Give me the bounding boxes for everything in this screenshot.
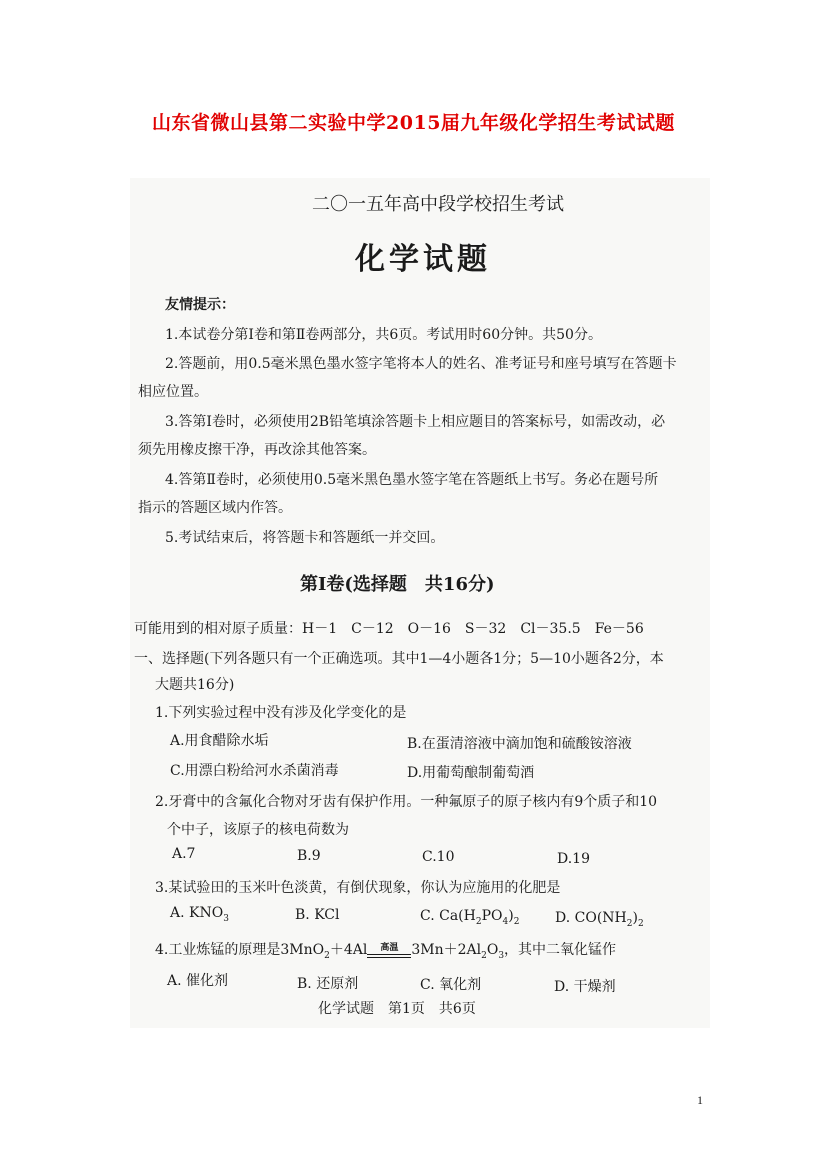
section-instruction: 大题共16分) <box>155 677 235 693</box>
q1-option-b: B.在蛋清溶液中滴加饱和硫酸铵溶液 <box>407 736 632 752</box>
tip-line: 须先用橡皮擦干净，再改涂其他答案。 <box>138 442 376 458</box>
q4-option-d: D. 干燥剂 <box>554 979 616 995</box>
q3-option-d: D. $CO(NH_2)_2$ <box>555 910 644 929</box>
q1-option-c: C.用漂白粉给河水杀菌消毒 <box>170 763 339 779</box>
q3-option-a: A. $KNO_3$ <box>170 905 229 924</box>
exam-title: 化学试题 <box>355 242 491 277</box>
q4-option-c: C. 氧化剂 <box>420 977 482 993</box>
tip-line: 2.答题前，用0.5毫米黑色墨水签字笔将本人的姓名、准考证号和座号填写在答题卡 <box>165 356 677 372</box>
tips-heading: 友情提示： <box>165 297 235 313</box>
question-3-stem: 3.某试验田的玉米叶色淡黄，有倒伏现象，你认为应施用的化肥是 <box>155 880 561 896</box>
atomic-masses: 可能用到的相对原子质量：H－1 C－12 O－16 S－32 Cl－35.5 Fe－56 <box>134 621 644 637</box>
q2-option-b: B.9 <box>297 848 321 864</box>
page-number: 1 <box>697 1093 703 1107</box>
tip-line: 3.答第Ⅰ卷时，必须使用2B铅笔填涂答题卡上相应题目的答案标号，如需改动，必 <box>165 414 666 430</box>
tip-line: 相应位置。 <box>138 384 208 400</box>
q4-option-b: B. 还原剂 <box>297 976 359 992</box>
section-instruction: 一、选择题(下列各题只有一个正确选项。其中1—4小题各1分；5—10小题各2分，本 <box>134 651 664 667</box>
page-footer: 化学试题 第1页 共6页 <box>318 1001 476 1017</box>
document-title: 山东省微山县第二实验中学2015届九年级化学招生考试试题 <box>152 112 675 134</box>
section-title: 第Ⅰ卷(选择题 共16分) <box>300 574 495 595</box>
reaction-condition: 高温 <box>380 942 399 953</box>
tip-line: 5.考试结束后，将答题卡和答题纸一并交回。 <box>165 530 445 546</box>
q3-option-c: C. $Ca(H_2PO_4)_2$ <box>420 908 520 927</box>
question-4-stem: 4.工业炼锰的原理是3MnO$_2$＋4Al 高温 $3Mn+2Al_2O_3$，其中二氧化锰作 <box>155 942 617 961</box>
question-1-stem: 1.下列实验过程中没有涉及化学变化的是 <box>155 705 407 721</box>
tip-line: 指示的答题区域内作答。 <box>138 500 292 516</box>
q4-option-a: A. 催化剂 <box>167 973 229 989</box>
reaction-condition-arrow <box>367 943 411 958</box>
question-2-stem: 个中子，该原子的核电荷数为 <box>167 822 349 838</box>
exam-subtitle: 二〇一五年高中段学校招生考试 <box>312 194 564 215</box>
q1-option-a: A.用食醋除水垢 <box>170 733 269 749</box>
q2-option-c: C.10 <box>422 849 455 865</box>
q2-option-a: A.7 <box>172 846 196 862</box>
q1-option-d: D.用葡萄酿制葡萄酒 <box>407 765 535 781</box>
q3-option-b: B. KCl <box>295 907 340 923</box>
question-2-stem: 2.牙膏中的含氟化合物对牙齿有保护作用。一种氟原子的原子核内有9个质子和10 <box>155 794 658 810</box>
tip-line: 4.答第Ⅱ卷时，必须使用0.5毫米黑色墨水签字笔在答题纸上书写。务必在题号所 <box>165 472 659 488</box>
q2-option-d: D.19 <box>557 851 590 867</box>
tip-line: 1.本试卷分第Ⅰ卷和第Ⅱ卷两部分，共6页。考试用时60分钟。共50分。 <box>165 327 602 343</box>
